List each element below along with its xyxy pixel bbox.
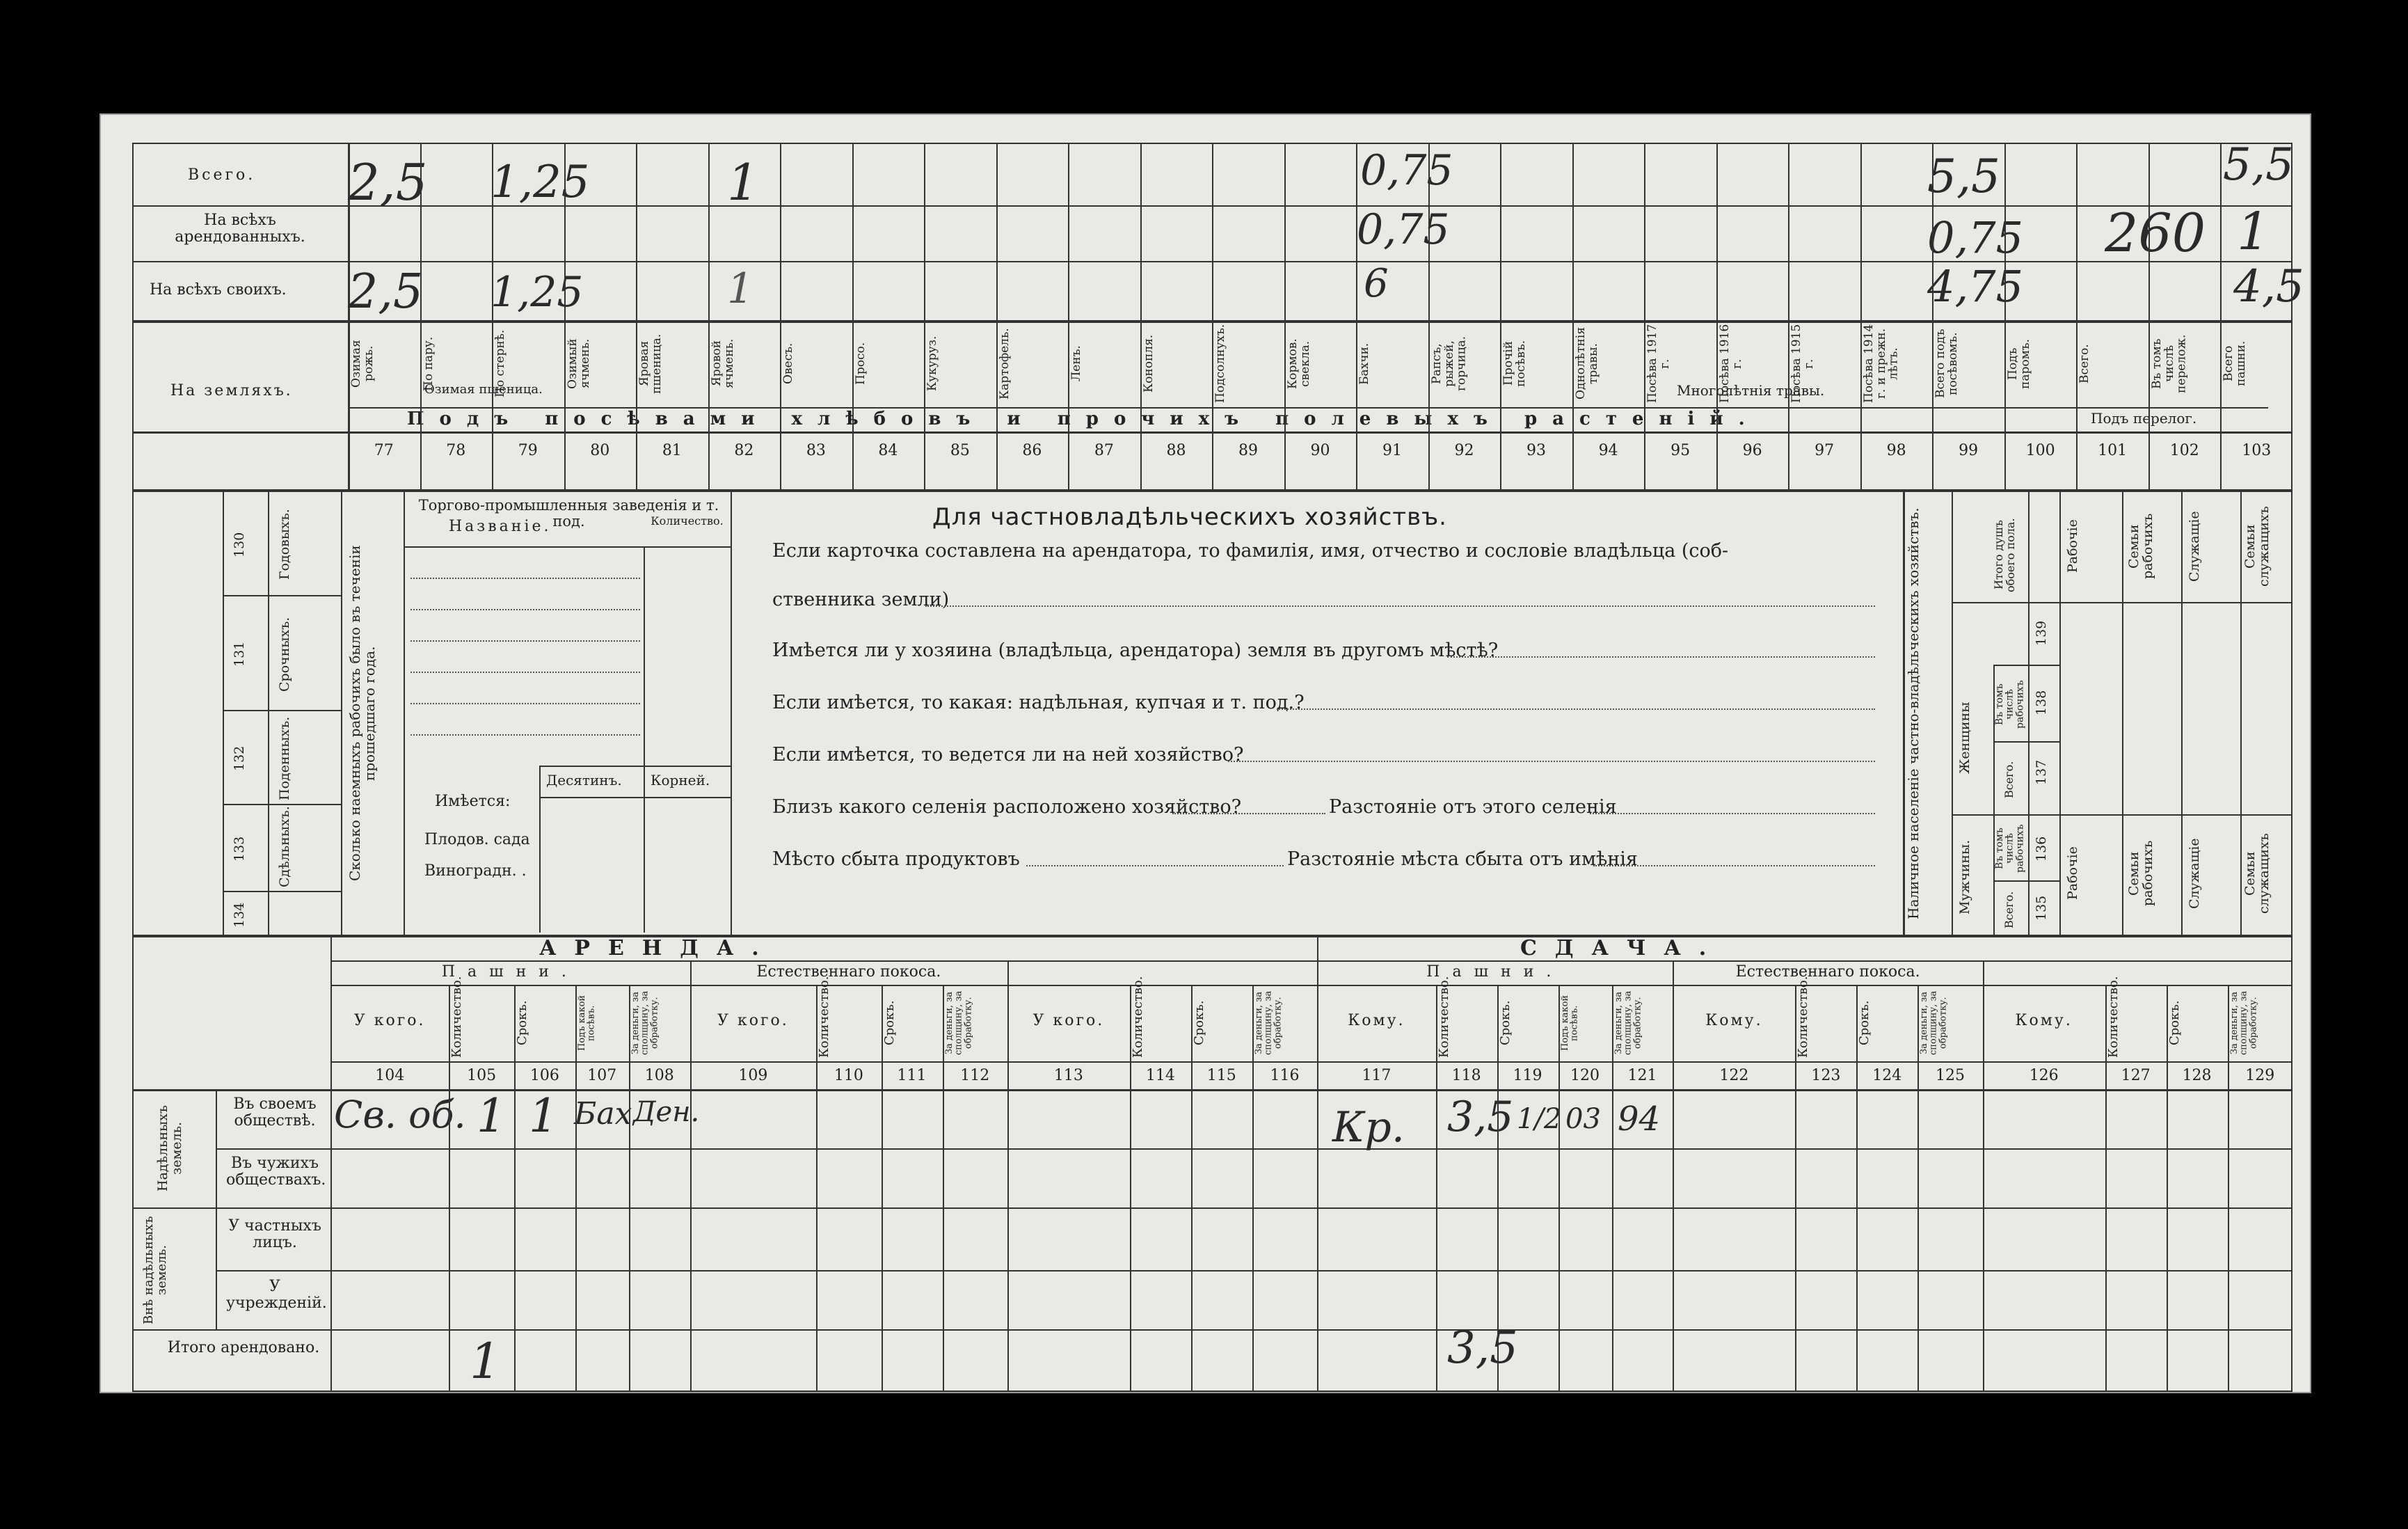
vne-label: Внѣ надѣльныхъ земель. xyxy=(141,1216,169,1324)
row-chastnyh: У частныхъ лицъ. xyxy=(228,1217,321,1252)
bottom-col-label: Кому. xyxy=(2015,1012,2073,1029)
bottom-col-number: 124 xyxy=(1872,1067,1902,1084)
bottom-col-number: 113 xyxy=(1053,1067,1083,1084)
worker-label: Сдѣльныхъ. xyxy=(277,806,292,887)
col-semi-sl-top: Семьи служащихъ xyxy=(2242,506,2272,587)
col-semi-rab-top: Семьи рабочихъ xyxy=(2126,513,2155,580)
top-col-number: 78 xyxy=(446,442,466,459)
bottom-col-label: За деньги, за сполщину, за обработку. xyxy=(1253,990,1284,1056)
q2: Имѣется ли у хозяина (владѣльца, арендатора) земля въ другомъ мѣстѣ? xyxy=(772,640,1499,661)
top-col-label: Кормов. свекла. xyxy=(1285,338,1312,389)
top-col-label: Озимый ячмень. xyxy=(565,338,592,389)
bottom-col-label: У кого. xyxy=(717,1012,789,1029)
top-col-label: Бахчи. xyxy=(1357,342,1372,385)
row-svoem: Въ своемъ обществѣ. xyxy=(233,1095,317,1130)
row-na-zemlyah: На земляхъ. xyxy=(170,382,293,399)
desyatin-header: Десятинъ. xyxy=(546,772,622,789)
bottom-col-label: У кого. xyxy=(353,1012,426,1029)
top-col-number: 79 xyxy=(518,442,538,459)
bottom-col-label: Количество. xyxy=(1436,976,1451,1058)
q6: Мѣсто сбыта продуктовъ xyxy=(772,848,1020,870)
population-title: Наличное населенiе частно-владѣльческихъ хозяйствъ. xyxy=(1905,507,1922,919)
hw-svoih-77: 2,5 xyxy=(348,264,424,319)
bottom-group-label: Естественнаго покоса. xyxy=(1735,963,1920,981)
hw-vsego-82: 1 xyxy=(727,153,759,212)
top-col-label: Всего подъ посѣвомъ. xyxy=(1933,328,1961,399)
hw-vsego-91: 0,75 xyxy=(1360,146,1453,195)
private-title: Для частновладѣльческихъ хозяйствъ. xyxy=(932,503,1447,531)
top-col-number: 90 xyxy=(1310,442,1330,459)
top-col-label: Однолѣтнiя травы. xyxy=(1573,327,1600,400)
nadel-label: Надѣльныхъ земель. xyxy=(155,1104,184,1192)
bottom-col-number: 122 xyxy=(1719,1067,1749,1084)
row-chuzhih: Въ чужихъ обществахъ. xyxy=(226,1155,326,1189)
hw-arend-99: 0,75 xyxy=(1927,212,2024,263)
top-col-number: 81 xyxy=(662,442,682,459)
hw-svoih-78: 1,25 xyxy=(491,268,584,317)
hw-vsego-99: 5,5 xyxy=(1927,150,2000,203)
bottom-col-number: 121 xyxy=(1627,1067,1657,1084)
ozimaya-pshenitsa-label: Озимая пшеница. xyxy=(424,382,543,397)
top-col-label: Посѣва 1914 г. и прежн. лѣтъ. xyxy=(1861,324,1901,404)
top-col-number: 93 xyxy=(1526,442,1547,459)
top-col-label: Ленъ. xyxy=(1069,345,1084,382)
bottom-col-label: За деньги, за сполщину, за обработку. xyxy=(630,990,660,1056)
col-semi-rab-bottom: Семьи рабочихъ xyxy=(2126,840,2155,907)
pop-num-136: 136 xyxy=(2034,836,2049,862)
bottom-col-label: У кого. xyxy=(1032,1012,1105,1029)
top-col-number: 80 xyxy=(590,442,610,459)
top-col-number: 84 xyxy=(878,442,898,459)
top-col-label: Подсолнухъ. xyxy=(1213,324,1228,404)
mnogoletnie-label: Многолѣтнiя травы. xyxy=(1677,382,1825,399)
top-col-label: Прочiй посѣвъ. xyxy=(1501,340,1529,388)
top-col-label: Посѣва 1916 г. xyxy=(1717,324,1744,404)
row-arendovannyh: На всѣхъ арендованныхъ. xyxy=(175,212,305,246)
v-tom-men: Въ томъ числѣ рабочихъ xyxy=(1994,824,2026,873)
women-label: Женщины xyxy=(1957,702,1972,774)
bottom-group-label: Пашни. xyxy=(1426,963,1564,981)
hw-arend-91: 0,75 xyxy=(1357,205,1450,254)
bottom-group-label: Естественнаго покоса. xyxy=(756,963,941,981)
top-col-number: 85 xyxy=(950,442,970,459)
hw-qty2: 3,5 xyxy=(1447,1093,1514,1141)
col-sluzh-top: Служащiе xyxy=(2187,511,2202,582)
top-col-label: Въ томъ числѣ перелож. xyxy=(2149,334,2189,393)
bottom-col-number: 104 xyxy=(375,1067,405,1084)
bottom-col-label: Кому. xyxy=(1348,1012,1405,1029)
q5b: Разстоянiе отъ этого селенiя xyxy=(1329,796,1617,818)
hw-za: Ден. xyxy=(633,1096,700,1128)
top-col-label: Посѣва 1917 г. xyxy=(1645,324,1673,404)
top-col-number: 101 xyxy=(2098,442,2128,459)
bottom-col-number: 110 xyxy=(834,1067,863,1084)
bottom-col-label: Подъ какой посѣвъ. xyxy=(576,995,597,1052)
top-col-number: 87 xyxy=(1094,442,1114,459)
q4: Если имѣется, то ведется ли на ней хозяйство? xyxy=(772,744,1244,766)
top-col-number: 82 xyxy=(734,442,754,459)
bottom-col-label: Подъ какой посѣвъ. xyxy=(1559,995,1580,1052)
hw-vsego-103: 5,5 xyxy=(2223,139,2294,191)
top-col-number: 83 xyxy=(806,442,826,459)
bottom-col-label: За деньги, за сполщину, за обработку. xyxy=(1613,990,1643,1056)
top-col-label: Кукуруз. xyxy=(925,335,940,392)
bottom-col-number: 112 xyxy=(960,1067,990,1084)
top-col-label: Яровой ячмень. xyxy=(709,338,736,389)
bottom-col-number: 125 xyxy=(1936,1067,1965,1084)
top-col-number: 86 xyxy=(1022,442,1042,459)
top-col-number: 95 xyxy=(1671,442,1691,459)
top-col-number: 100 xyxy=(2025,442,2055,459)
hw-qty: 1 xyxy=(477,1089,506,1143)
top-col-label: Просо. xyxy=(853,342,868,386)
top-col-number: 89 xyxy=(1238,442,1258,459)
col-sluzh-bottom: Служащiе xyxy=(2187,838,2202,909)
hw-total: 1 xyxy=(470,1333,501,1390)
arenda-title: АРЕНДА. xyxy=(539,936,777,960)
v-tom-women: Въ томъ числѣ рабочихъ xyxy=(1994,680,2026,729)
hw-vsego-77: 2,5 xyxy=(348,153,428,212)
bottom-col-label: Количество. xyxy=(817,976,832,1058)
bottom-group-label: Пашни. xyxy=(441,963,579,981)
q1a: Если карточка составлена на арендатора, то фамилiя, имя, отчество и сословiе владѣльца (соб- xyxy=(772,540,1729,562)
top-banner: Подъ посѣвами хлѣбовъ и прочихъ полевыхъ растенiй. xyxy=(407,409,1760,429)
col-semi-sl-bottom: Семьи служащихъ xyxy=(2242,833,2272,914)
worker-num: 131 xyxy=(232,641,247,667)
worker-num: 130 xyxy=(232,532,247,557)
bottom-col-number: 117 xyxy=(1362,1067,1392,1084)
vsego-men: Всего. xyxy=(2002,891,2016,929)
top-col-number: 103 xyxy=(2242,442,2272,459)
bottom-col-label: Срокъ. xyxy=(1497,1000,1513,1046)
hw-arend-101: 260 xyxy=(2105,202,2206,264)
trade-title: Торгово-промышленныя заведенiя и т. под. xyxy=(418,497,719,530)
men-label: Мужчины. xyxy=(1957,839,1972,914)
q5: Близъ какого селенiя расположено хозяйство? xyxy=(772,796,1242,818)
bottom-col-number: 106 xyxy=(529,1067,559,1084)
total-label: Итого душъ обоего пола. xyxy=(1992,518,2017,592)
bottom-col-number: 120 xyxy=(1570,1067,1600,1084)
top-col-label: Рапсъ, рыжей, горчица. xyxy=(1429,335,1469,392)
bottom-col-number: 129 xyxy=(2245,1067,2275,1084)
worker-label: Срочныхъ. xyxy=(277,617,292,692)
bottom-col-number: 109 xyxy=(738,1067,768,1084)
pop-num-139: 139 xyxy=(2034,620,2049,647)
trade-qty-header: Количество. xyxy=(651,514,724,528)
pop-num-138: 138 xyxy=(2034,690,2049,716)
hw-svoih-103: 4,5 xyxy=(2233,261,2304,312)
col-rabochie-top: Рабочiе xyxy=(2065,519,2080,573)
bottom-col-label: Срокъ. xyxy=(514,1000,529,1046)
top-col-label: Озимая рожь. xyxy=(349,340,376,388)
bottom-col-number: 126 xyxy=(2029,1067,2059,1084)
bottom-col-label: За деньги, за сполщину, за обработку. xyxy=(943,990,973,1056)
hired-title: Сколько наемныхъ рабочихъ было въ теченiи прошедшаго года. xyxy=(346,545,378,882)
worker-label: Годовыхъ. xyxy=(277,509,292,580)
hw-posev: Бах xyxy=(574,1096,632,1132)
hw-arend-103: 1 xyxy=(2237,202,2270,262)
col-rabochie-bottom: Рабочiе xyxy=(2065,846,2080,901)
hw-svoih-99: 4,75 xyxy=(1927,261,2024,312)
bottom-col-label: Количество. xyxy=(1796,976,1811,1058)
top-col-label: По пару. xyxy=(421,336,436,391)
hw-komu: Кр. xyxy=(1332,1103,1405,1152)
vineyard-label: Виноградн. . xyxy=(424,862,527,880)
bottom-col-label: За деньги, за сполщину, за обработку. xyxy=(1919,990,1949,1056)
hw-u-kogo: Св. об. xyxy=(334,1093,466,1136)
pod-perelog-label: Подъ перелог. xyxy=(2091,410,2197,427)
bottom-col-number: 115 xyxy=(1206,1067,1236,1084)
bottom-col-label: Срокъ. xyxy=(1191,1000,1206,1046)
hw-za2: 94 xyxy=(1618,1100,1661,1139)
top-col-number: 102 xyxy=(2169,442,2199,459)
top-col-number: 77 xyxy=(374,442,394,459)
top-col-number: 94 xyxy=(1598,442,1618,459)
bottom-col-number: 114 xyxy=(1145,1067,1175,1084)
row-uchrezh: У учрежденiй. xyxy=(226,1278,327,1313)
bottom-col-label: Количество. xyxy=(1130,976,1145,1058)
top-col-label: Яровая пшеница. xyxy=(637,333,664,394)
census-card xyxy=(101,115,2310,1392)
bottom-col-label: Кому. xyxy=(1705,1012,1763,1029)
top-col-label: Конопля. xyxy=(1141,334,1156,393)
top-col-label: Посѣва 1915 г. xyxy=(1789,324,1817,404)
bottom-col-label: Количество. xyxy=(449,976,465,1058)
has-label: Имѣется: xyxy=(435,793,511,810)
row-svoih: На всѣхъ своихъ. xyxy=(150,281,287,299)
top-col-number: 92 xyxy=(1454,442,1474,459)
pop-num-137: 137 xyxy=(2034,759,2049,786)
bottom-col-number: 118 xyxy=(1451,1067,1481,1084)
top-col-number: 88 xyxy=(1166,442,1186,459)
bottom-col-number: 111 xyxy=(897,1067,927,1084)
row-itogo: Итого арендовано. xyxy=(167,1339,320,1356)
hw-srok: 1 xyxy=(529,1089,558,1143)
bottom-col-number: 123 xyxy=(1811,1067,1841,1084)
q3: Если имѣется, то какая: надѣльная, купчая и т. под.? xyxy=(772,692,1305,713)
bottom-col-label: Количество. xyxy=(2105,976,2121,1058)
top-col-label: Овесъ. xyxy=(781,342,796,385)
bottom-col-number: 105 xyxy=(467,1067,497,1084)
top-col-number: 91 xyxy=(1382,442,1402,459)
top-col-number: 97 xyxy=(1815,442,1835,459)
top-col-label: Картофель. xyxy=(997,328,1012,399)
bottom-col-label: Срокъ. xyxy=(1857,1000,1872,1046)
hw-srok2: 1/2 xyxy=(1517,1103,1562,1135)
hw-posev2: 03 xyxy=(1565,1103,1601,1135)
pop-num-135: 135 xyxy=(2034,895,2049,921)
garden-label: Плодов. сада xyxy=(424,831,530,848)
bottom-col-number: 108 xyxy=(644,1067,674,1084)
top-col-number: 99 xyxy=(1959,442,1979,459)
hw-vsego-78: 1,25 xyxy=(491,157,590,208)
hw-svoih-91: 6 xyxy=(1364,261,1389,306)
worker-num: 132 xyxy=(232,745,247,772)
bottom-col-number: 119 xyxy=(1513,1067,1542,1084)
top-col-label: Всего пашни. xyxy=(2222,340,2249,387)
bottom-col-number: 128 xyxy=(2182,1067,2212,1084)
q6b: Разстоянiе мѣста сбыта отъ имѣнiя xyxy=(1287,848,1638,870)
bottom-col-number: 116 xyxy=(1270,1067,1300,1084)
worker-label: Поденныхъ. xyxy=(277,716,292,800)
top-col-label: Подъ паромъ. xyxy=(2005,338,2032,389)
q1b: ственника земли) xyxy=(772,589,950,610)
trade-name-header: Названiе. xyxy=(449,518,552,535)
bottom-col-number: 127 xyxy=(2121,1067,2151,1084)
hw-total2: 3,5 xyxy=(1447,1322,1518,1374)
top-col-label: Всего. xyxy=(2078,344,2092,383)
bottom-col-label: Срокъ. xyxy=(2167,1000,2182,1046)
hw-svoih-82: 1 xyxy=(727,264,754,313)
worker-num: 133 xyxy=(232,836,247,862)
top-col-label: По стернѣ. xyxy=(493,329,508,398)
bottom-col-label: За деньги, за сполщину, за обработку. xyxy=(2228,990,2258,1056)
vsego-women: Всего. xyxy=(2002,761,2016,798)
top-col-number: 96 xyxy=(1742,442,1762,459)
bottom-col-number: 107 xyxy=(587,1067,617,1084)
top-col-number: 98 xyxy=(1886,442,1906,459)
worker-num: 134 xyxy=(232,902,247,928)
korney-header: Корней. xyxy=(651,772,710,789)
bottom-col-label: Срокъ. xyxy=(882,1000,897,1046)
row-vsego: Всего. xyxy=(188,166,256,184)
sdacha-title: СДАЧА. xyxy=(1520,936,1725,960)
